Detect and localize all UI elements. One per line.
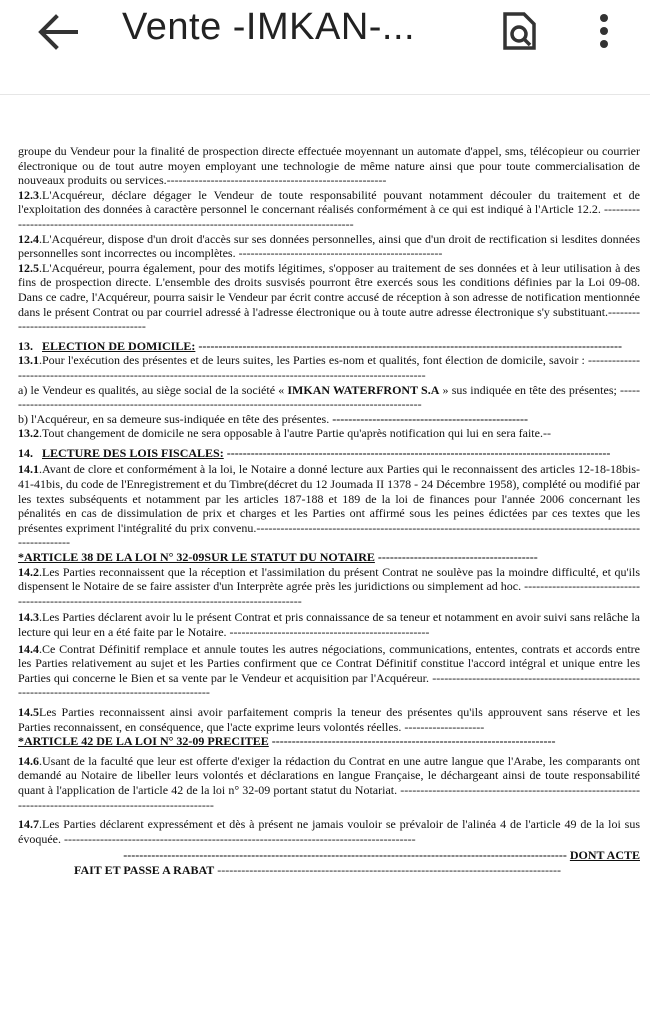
heading-13 (18, 339, 640, 354)
heading-number: 13. (18, 338, 33, 353)
article-text: .Les Parties déclarent avoir lu le présent Contrat et pris connaissance de sa teneur et notamment en avoir suivi sans relâche la lecture qui leur en a été faite par le Notaire. -------------------------------------------------- (18, 610, 640, 639)
article-text: .L'Acquéreur, dispose d'un droit d'accès sur ses données personnelles, ainsi que d'un droit de rectification si lesdites données personnelles sont incorrectes ou incomplètes. --------------------------------------------------- (18, 231, 640, 261)
article-number: 14.3 (18, 610, 39, 625)
article-12-3 (18, 188, 640, 232)
article-13-b (18, 412, 640, 427)
article-number: 12.5 (18, 260, 39, 275)
article-text: .Tout changement de domicile ne sera opposable à l'autre Partie qu'après notification qui lui en sera faite.-- (39, 426, 551, 441)
article-text: » sus indiquée en tête des présentes; ---------------------------------------------------------------------------------------------------------- (18, 382, 640, 412)
article-number: 13.1 (18, 353, 39, 368)
article-text: .Ce Contrat Définitif remplace et annule toutes les autres négociations, communications, ententes, contrats et accords entre les Parties relativement au sujet et les Parties confirment que ce Contrat Définitif constitue l'accord intégral et unique entre les Parties qui concerne le Bien et sa vente par le Vendeur et acquisition par l'Acquéreur. ---------------------------------------------------------------------------------------------------- (18, 641, 640, 700)
article-text: .Les Parties déclarent expressément et dès à présent ne jamais vouloir se prévaloir de l'alinéa 4 de l'article 49 de la loi sus évoquée. ---------------------------------------------------------------------------------------- (18, 817, 640, 846)
article-text: .Avant de clore et conformément à la loi, le Notaire a donné lecture aux Parties qui le reconnaissent des articles 12-18-18bis-41-41bis, du code de l'Enregistrement et du Timbre(décret du 12 Joumada II 1378 - 24 Décembre 1958), complété ou modifié par les textes subséquents et notamment par les articles 187-188 et 189 de la loi de finances pour l'année 2006 concernant les pénalités en cas de dissimulation de prix et charges et les Parties ont affirmé sous les peines édictées par ces textes que les présentes expriment l'intégralité du prix convenu.------------------------------------------------------------------------------------------------------------- (18, 462, 640, 550)
heading-14 (18, 446, 640, 461)
back-button[interactable] (36, 12, 80, 52)
signature-line (18, 863, 640, 878)
heading-dashes: ---------------------------------------- (374, 550, 538, 565)
app-bar-divider (0, 94, 650, 95)
heading-number: 14. (18, 445, 33, 460)
find-in-document-icon (500, 10, 540, 52)
article-text: b) l'Acquéreur, en sa demeure sus-indiquée en tête des présentes. (18, 411, 330, 426)
article-text: .L'Acquéreur, pourra également, pour des motifs légitimes, s'opposer au traitement de ses données et à leur utilisation à des fins de prospection directe. L'ensemble des droits susvisés pourront être exercés sous les conditions définies par la Loi 09-08. Dans ce cadre, l'Acquéreur, pourra saisir le Vendeur par écrit contre accusé de réception à son adresse de notification mentionnée dans le présent Contrat ou par courriel adressé à l'adresse électronique ou à toute autre adresse électronique s'y substituant.---------------------------------------- (18, 260, 640, 334)
heading-text: *ARTICLE 38 DE LA LOI N° 32-09SUR LE STATUT DU NOTAIRE (18, 550, 375, 565)
heading-text: *ARTICLE 42 DE LA LOI N° 32-09 PRECITEE (18, 734, 269, 749)
company-name: IMKAN WATERFRONT S.A (287, 382, 440, 397)
dont-acte-label: DONT ACTE (569, 848, 640, 863)
heading-dashes: ---------------------------------------------------------------------------------------------------------- (195, 338, 622, 353)
article-number: 14.6 (18, 753, 39, 768)
app-bar (0, 0, 650, 64)
article-text: Les Parties reconnaissent ainsi avoir parfaitement compris la teneur des présentes qu'ils approuvent sans réserve et les Parties reconnaissent, en conséquence, que l'acte exprime leurs volontés réelles. -------------------- (18, 704, 640, 734)
heading-text: ELECTION DE DOMICILE: (42, 338, 196, 353)
article-14-7 (18, 817, 640, 846)
article-14-1 (18, 462, 640, 550)
more-options-button[interactable] (592, 12, 616, 52)
article-13-2 (18, 426, 640, 441)
closing-line (18, 848, 640, 863)
article-12-4 (18, 232, 640, 261)
article-number: 14.2 (18, 564, 39, 579)
article-14-6 (18, 754, 640, 812)
heading-dashes: ------------------------------------------------------------------------------------------------ (223, 445, 611, 460)
article-text: .Les Parties reconnaissent que la réception et l'assimilation du présent Contrat ne soulève pas la moindre difficulté, et qu'ils dispensent le Notaire de se faire assister d'un Interprète agrée près les juridictions ou simplement ad hoc. ---------------------------------------------------------------------------------------------------- (18, 564, 640, 608)
article-number: 14.5 (18, 704, 39, 719)
article-dashes: ------------------------------------------------- (329, 411, 529, 426)
article-13-1 (18, 353, 640, 382)
more-vertical-icon (592, 12, 616, 52)
arrow-left-icon (36, 12, 80, 52)
fait-label: FAIT ET PASSE A RABAT (74, 862, 215, 877)
article-13-a (18, 383, 640, 412)
document-title: Vente -IMKAN-... (122, 6, 416, 48)
article-number: 12.4 (18, 231, 39, 246)
document-page (18, 144, 640, 878)
article-number: 13.2 (18, 426, 39, 441)
heading-text: LECTURE DES LOIS FISCALES: (42, 445, 224, 460)
article-14-4 (18, 642, 640, 700)
article-14-3 (18, 610, 640, 639)
heading-article-42 (18, 734, 640, 749)
article-text: .Pour l'exécution des présentes et de leurs suites, les Parties es-nom et qualités, font élection de domicile, savoir : ------------------------------------------------------------------------------------------------------------------- (18, 353, 640, 382)
heading-article-38 (18, 550, 640, 565)
article-number: 14.7 (18, 817, 39, 832)
heading-dashes: ----------------------------------------------------------------------- (268, 734, 556, 749)
article-number: 14.4 (18, 641, 39, 656)
article-number: 14.1 (18, 462, 39, 477)
article-12-5 (18, 261, 640, 334)
article-number: 12.3 (18, 187, 39, 202)
fait-dashes: -------------------------------------------------------------------------------------- (214, 862, 561, 877)
article-14-5 (18, 705, 640, 734)
article-text: .L'Acquéreur, déclare dégager le Vendeur de toute responsabilité pouvant notamment découler du traitement et de l'exploitation des données à caractère personnel le concernant réalisés conformément à ce qui est indiqué à l'Article 12.2. --------------------------------------------------------------------------------------------- (18, 187, 640, 231)
paragraph-intro: groupe du Vendeur pour la finalité de prospection directe effectuée moyennant un automate d'appel, sms, télécopieur ou courrier électronique ou de tout autre moyen employant une technologie de même nature ainsi que pour toute commercialisation de nouveaux produits ou services.------------------------------------------------------- (18, 144, 640, 188)
article-text: .Usant de la faculté que leur est offerte d'exiger la rédaction du Contrat en une autre langue que l'Arabe, les comparants ont demandé au Notaire de libeller leurs volontés et déclarations en langue Française, le déchargeant ainsi de toute responsabilité quant à l'application de l'article 42 de la loi n° 32-09 portant statut du Notariat. ------------------------------------------------------------------------------------------------------------- (18, 753, 640, 812)
article-14-2 (18, 565, 640, 609)
article-text: a) le Vendeur es qualités, au siège social de la société « (18, 382, 288, 397)
closing-dashes: --------------------------------------------------------------------------------------------------------------- (123, 848, 570, 863)
find-in-document-button[interactable] (500, 10, 540, 52)
